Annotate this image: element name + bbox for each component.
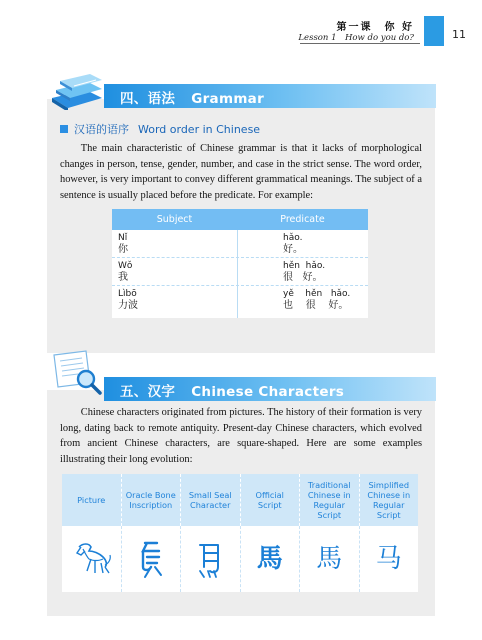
subject-hanzi: 我	[118, 272, 128, 283]
grammar-banner	[104, 84, 436, 108]
predicate-header: Predicate	[280, 214, 325, 225]
subject-pinyin: Wǒ	[118, 261, 133, 271]
simplified-glyph: 马	[375, 544, 402, 574]
grammar-title-chinese: 四、语法	[120, 91, 176, 107]
small-seal-horse-icon	[190, 537, 230, 581]
characters-title-chinese: 五、汉字	[120, 384, 176, 400]
horse-picture-icon	[69, 537, 113, 581]
subject-hanzi: 你	[118, 244, 128, 255]
predicate-hanzi: 好。	[283, 244, 303, 255]
subject-pinyin: Nǐ	[118, 233, 128, 243]
header-official-script: Official Script	[241, 474, 301, 526]
page-number: 11	[452, 28, 466, 41]
header-small-seal: Small Seal Character	[181, 474, 241, 526]
predicate-pinyin: yě hěn hǎo.	[283, 289, 351, 299]
header-picture: Picture	[62, 474, 122, 526]
subject-pinyin: Lìbō	[118, 289, 137, 299]
character-table-row	[62, 526, 418, 592]
characters-section	[46, 377, 436, 401]
header-rule	[300, 43, 420, 44]
document-magnifier-icon	[46, 349, 108, 397]
header-traditional: Traditional Chinese in Regular Script	[300, 474, 360, 526]
page-tab	[424, 16, 444, 46]
character-evolution-table	[62, 474, 418, 592]
grammar-paragraph: The main characteristic of Chinese grammar is that it lacks of morphological changes in person, tense, gender, number, and case in the strict sense. The word order, however, is very important to convey different grammatical meanings. The subject of a sentence is usually placed before the predicate. For example:	[60, 143, 422, 201]
characters-banner	[104, 377, 436, 401]
predicate-pinyin: hǎo.	[283, 233, 303, 243]
grammar-title-english: Grammar	[191, 91, 265, 107]
subheading-english: Word order in Chinese	[138, 123, 261, 136]
word-order-table	[112, 209, 368, 318]
characters-paragraph: Chinese characters originated from pictures. The history of their formation is very long, dating back to remote antiquity. Present-day Chinese characters, which evolved from ancient Chinese characters, are square-shaped. Here are some examples illustrating their long evolution:	[60, 407, 422, 465]
character-table-header	[62, 474, 418, 526]
subheading-chinese: 汉语的语序	[74, 123, 129, 136]
characters-title-english: Chinese Characters	[191, 384, 345, 400]
word-order-subheading	[60, 121, 260, 137]
traditional-glyph: 馬	[316, 544, 343, 574]
table-row	[112, 286, 368, 318]
table-row	[112, 230, 368, 258]
subject-hanzi: 力波	[118, 300, 138, 311]
square-bullet-icon	[60, 125, 68, 133]
subject-header: Subject	[156, 214, 193, 225]
predicate-pinyin: hěn hǎo.	[283, 261, 326, 271]
predicate-hanzi: 很 好。	[283, 272, 323, 283]
official-script-glyph: 馬	[256, 544, 283, 574]
oracle-bone-horse-icon	[131, 537, 171, 581]
header-oracle-bone: Oracle Bone Inscription	[122, 474, 182, 526]
column-divider	[237, 230, 238, 318]
books-icon	[46, 68, 108, 110]
running-header	[0, 0, 482, 46]
lesson-title-english: Lesson 1 How do you do?	[298, 33, 414, 43]
grammar-section	[46, 84, 436, 108]
table-row	[112, 258, 368, 286]
predicate-hanzi: 也 很 好。	[283, 300, 349, 311]
lesson-title-chinese: 第一课 你 好	[336, 22, 414, 33]
word-order-table-header	[112, 209, 368, 230]
header-simplified: Simplified Chinese in Regular Script	[367, 480, 411, 520]
